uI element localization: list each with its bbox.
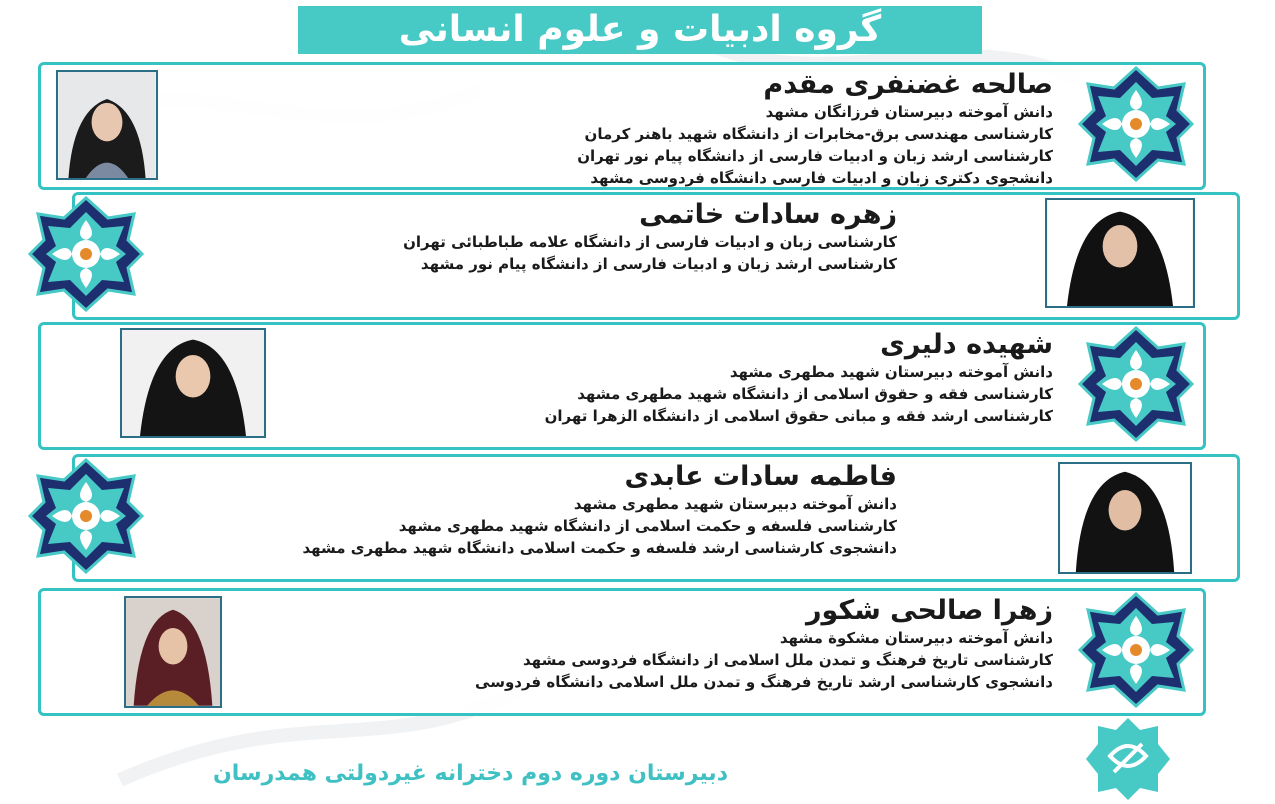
teacher-name: زهره سادات خاتمی: [639, 199, 897, 230]
teacher-detail: کارشناسی فلسفه و حکمت اسلامی از دانشگاه شهید مطهری مشهد: [398, 517, 897, 535]
teacher-detail: کارشناسی مهندسی برق-مخابرات از دانشگاه شهید باهنر کرمان: [584, 125, 1053, 143]
teacher-detail: کارشناسی ارشد زبان و ادبیات فارسی از دانشگاه پیام نور تهران: [577, 147, 1053, 165]
teacher-detail: دانش آموخته دبیرستان مشکوة مشهد: [779, 629, 1053, 647]
page-title: گروه ادبیات و علوم انسانی: [298, 6, 982, 54]
portrait-photo: [120, 328, 266, 438]
teacher-detail: دانشجوی کارشناسی ارشد تاریخ فرهنگ و تمدن ملل اسلامی دانشگاه فردوسی: [475, 673, 1053, 691]
ornament-icon: [1078, 592, 1194, 708]
teacher-detail: دانشجوی دکتری زبان و ادبیات فارسی دانشگاه فردوسی مشهد: [590, 169, 1053, 187]
ornament-icon: [1078, 326, 1194, 442]
teacher-detail: کارشناسی زبان و ادبیات فارسی از دانشگاه علامه طباطبائی تهران: [403, 233, 897, 251]
teacher-name: فاطمه سادات عابدی: [624, 461, 897, 492]
teacher-name: شهیده دلیری: [880, 329, 1053, 360]
ornament-icon: [28, 196, 144, 312]
ornament-icon: [28, 458, 144, 574]
portrait-photo: [56, 70, 158, 180]
teacher-detail: دانشجوی کارشناسی ارشد فلسفه و حکمت اسلامی دانشگاه شهید مطهری مشهد: [302, 539, 897, 557]
teacher-name: صالحه غضنفری مقدم: [763, 69, 1053, 100]
school-name: دبیرستان دوره دوم دخترانه غیردولتی همدرسان: [212, 761, 728, 786]
portrait-photo: [124, 596, 222, 708]
teacher-detail: کارشناسی ارشد زبان و ادبیات فارسی از دانشگاه پیام نور مشهد: [420, 255, 897, 273]
teacher-detail: کارشناسی تاریخ فرهنگ و تمدن ملل اسلامی از دانشگاه فردوسی مشهد: [523, 651, 1053, 669]
hamdarsan-logo-icon: [1084, 716, 1172, 802]
teacher-detail: دانش آموخته دبیرستان فرزانگان مشهد: [765, 103, 1053, 121]
teacher-name: زهرا صالحی شکور: [806, 595, 1053, 626]
teacher-detail: دانش آموخته دبیرستان شهید مطهری مشهد: [573, 495, 897, 513]
teacher-detail: کارشناسی فقه و حقوق اسلامی از دانشگاه شهید مطهری مشهد: [577, 385, 1053, 403]
portrait-photo: [1058, 462, 1192, 574]
teacher-card-1: [38, 62, 1206, 190]
teacher-detail: دانش آموخته دبیرستان شهید مطهری مشهد: [729, 363, 1053, 381]
ornament-icon: [1078, 66, 1194, 182]
portrait-photo: [1045, 198, 1195, 308]
teacher-detail: کارشناسی ارشد فقه و مبانی حقوق اسلامی از دانشگاه الزهرا تهران: [544, 407, 1053, 425]
